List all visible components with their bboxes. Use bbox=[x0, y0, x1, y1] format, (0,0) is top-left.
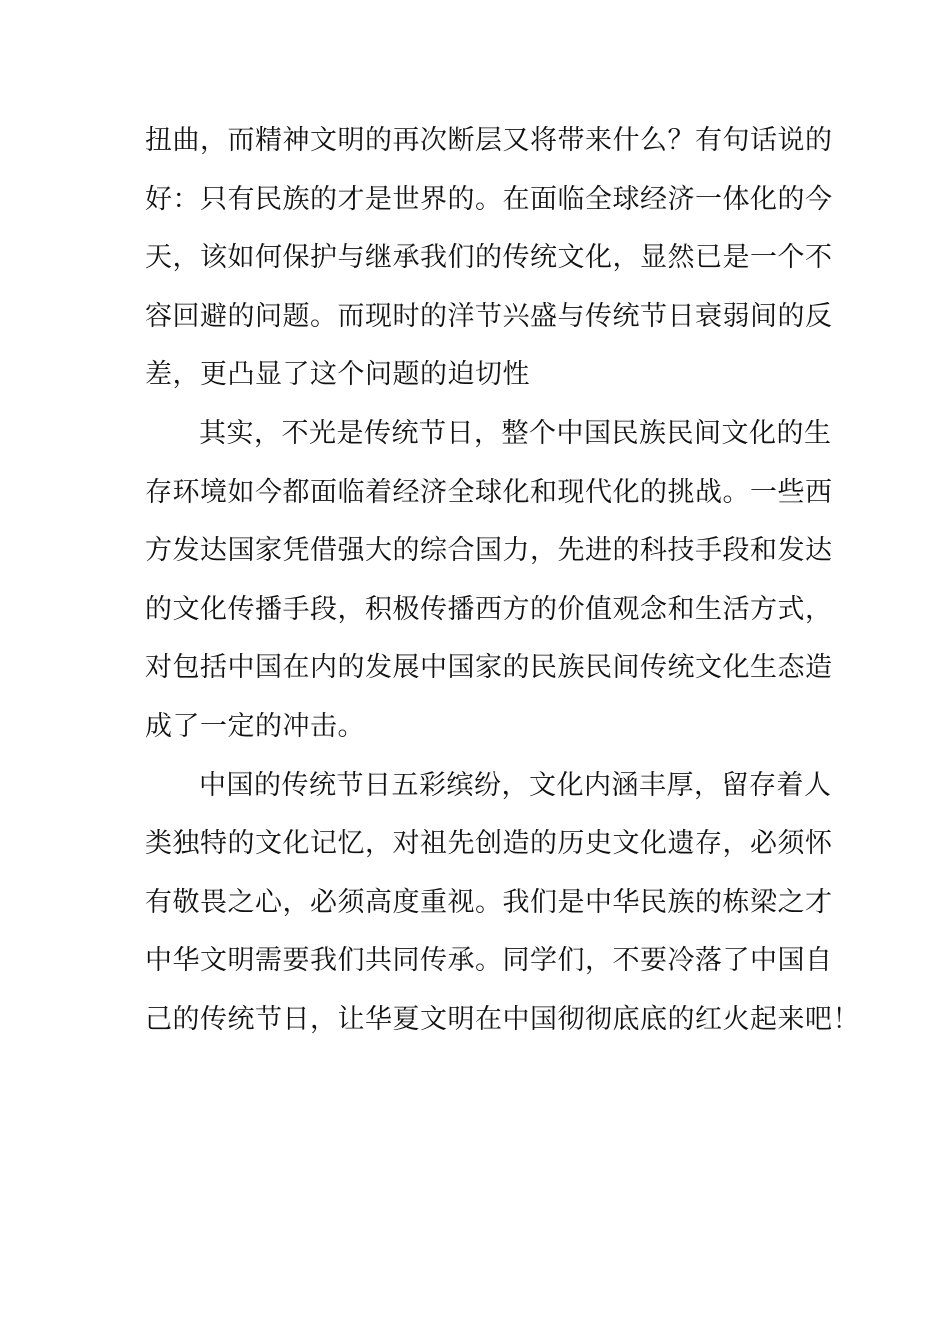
paragraph-1 bbox=[145, 112, 833, 405]
paragraph-line: 有敬畏之心，必须高度重视。我们是中华民族的栋梁之才 bbox=[145, 886, 833, 918]
paragraph-2 bbox=[145, 405, 833, 757]
paragraph-3 bbox=[145, 757, 860, 1050]
paragraph-line: 方发达国家凭借强大的综合国力，先进的科技手段和发达 bbox=[145, 535, 833, 567]
paragraph-line: 容回避的问题。而现时的洋节兴盛与传统节日衰弱间的反 bbox=[145, 300, 833, 332]
paragraph-line: 类独特的文化记忆，对祖先创造的历史文化遗存，必须怀 bbox=[145, 828, 833, 860]
paragraph-line: 己的传统节日，让华夏文明在中国彻彻底底的红火起来吧！ bbox=[145, 1003, 860, 1035]
paragraph-line: 好：只有民族的才是世界的。在面临全球经济一体化的今 bbox=[145, 183, 833, 215]
paragraph-line: 的文化传播手段，积极传播西方的价值观念和生活方式， bbox=[145, 593, 833, 625]
paragraph-line: 对包括中国在内的发展中国家的民族民间传统文化生态造 bbox=[145, 652, 833, 684]
paragraph-line: 成了一定的冲击。 bbox=[145, 710, 365, 742]
paragraph-line: 中国的传统节日五彩缤纷，文化内涵丰厚，留存着人 bbox=[199, 769, 832, 801]
paragraph-line: 天，该如何保护与继承我们的传统文化，显然已是一个不 bbox=[145, 242, 833, 274]
paragraph-line: 扭曲，而精神文明的再次断层又将带来什么？有句话说的 bbox=[145, 125, 833, 156]
paragraph-line: 其实，不光是传统节日，整个中国民族民间文化的生 bbox=[199, 417, 832, 449]
paragraph-line: 差，更凸显了这个问题的迫切性 bbox=[145, 359, 530, 391]
paragraph-line: 存环境如今都面临着经济全球化和现代化的挑战。一些西 bbox=[145, 476, 833, 508]
paragraph-line: 中华文明需要我们共同传承。同学们，不要冷落了中国自 bbox=[145, 945, 833, 977]
document-body bbox=[145, 112, 860, 1050]
